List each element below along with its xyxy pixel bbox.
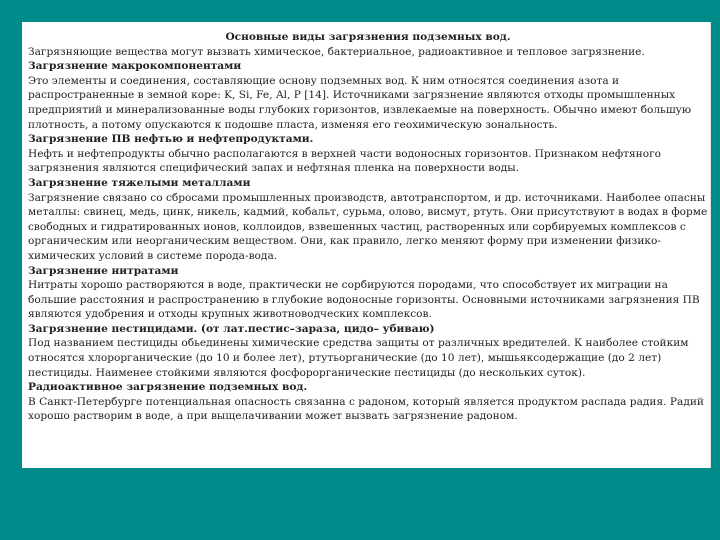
section-text-heavy-metals: Загрязнение связано со сбросами промышленных производств, автотранспортом, и др. источниками. Наиболее опасны металлы: свинец, медь, цинк, никель, кадмий, кобальт, сурьма, олово, висмут, ртуть. Они присутствуют в водах в форме свободных и гидратированных ионов, коллоидов, взвешенных частиц, растворенных или сорбируемых комплексов с органическим или неорганическим веществом. Они, как правило, легко меняют форму при изменении физико-химических условий в системе порода-вода. bbox=[28, 191, 708, 262]
section-text-oil: Нефть и нефтепродукты обычно располагаются в верхней части водоносных горизонтов. Признаком нефтяного загрязнения являются специфический запах и нефтяная пленка на поверхности воды. bbox=[28, 147, 662, 175]
section-heading-macrocomponents: Загрязнение макрокомпонентами bbox=[28, 60, 242, 73]
section-heading-radioactive: Радиоактивное загрязнение подземных вод. bbox=[28, 381, 308, 394]
section-heading-pesticides: Загрязнение пестицидами. (от лат.пестис–зараза, цидо– убиваю) bbox=[28, 322, 435, 335]
slide-content bbox=[28, 30, 708, 424]
section-heading-nitrates: Загрязнение нитратами bbox=[28, 264, 179, 277]
slide-panel bbox=[22, 22, 711, 468]
section-text-macrocomponents: Это элементы и соединения, составляющие основу подземных вод. К ним относятся соединения азота и распространенные в земной коре: K, Si, Fe, Al, P [14]. Источниками загрязнение являются отходы промышленных предприятий и минерализованные воды глубоких горизонтов, извлекаемые на поверхность. Обычно имеют большую плотность, а потому опускаются к подошве пласта, изменяя его геохимическую зональность. bbox=[28, 74, 692, 131]
section-heading-heavy-metals: Загрязнение тяжелыми металлами bbox=[28, 176, 251, 189]
section-heading-oil: Загрязнение ПВ нефтью и нефтепродуктами. bbox=[28, 133, 314, 146]
intro-text: Загрязняющие вещества могут вызвать химическое, бактериальное, радиоактивное и тепловое загрязнение. bbox=[28, 45, 645, 58]
section-text-nitrates: Нитраты хорошо растворяются в воде, практически не сорбируются породами, что способствует их миграции на большие расстояния и распространению в глубокие водоносные горизонты. Основными источниками загрязнения ПВ являются удобрения и отходы крупных животноводческих комплексов. bbox=[28, 279, 700, 321]
slide-title: Основные виды загрязнения подземных вод. bbox=[225, 31, 511, 43]
section-text-radioactive: В Санкт-Петербурге потенциальная опасность связанна с радоном, который является продуктом распада радия. Радий хорошо растворим в воде, а при выщелачивании может вызвать загрязнение радоном. bbox=[28, 395, 704, 423]
section-text-pesticides: Под названием пестициды обьединены химические средства защиты от различных вредителей. К наиболее стойким относятся хлорорганические (до 10 и более лет), ртутьорганические (до 10 лет), мышьяксодержащие (до 2 лет) пестициды. Наименее стойкими являются фосфорорганические пестициды (до нескольких суток). bbox=[28, 337, 689, 379]
